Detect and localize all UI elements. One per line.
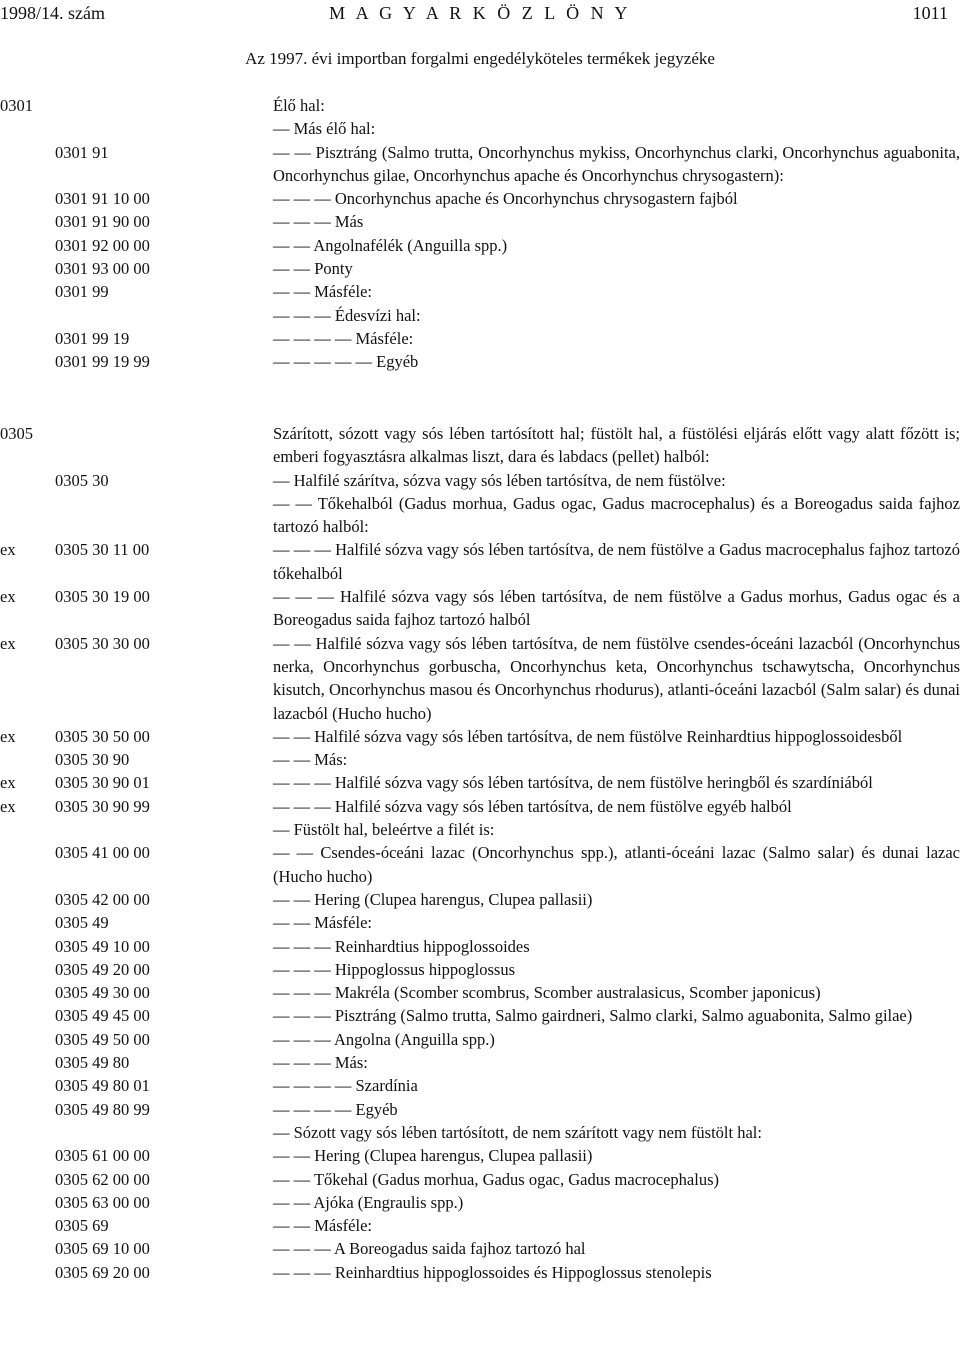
tariff-description [273,280,960,303]
tariff-code: 0305 61 00 00 [55,1146,150,1166]
level-dashes: — — — [273,540,336,560]
description-text: Más: [334,1053,368,1073]
tariff-description [273,1144,960,1167]
description-text: Ponty [314,259,353,279]
level-dashes: — [273,470,294,490]
level-dashes: — [273,1122,294,1142]
tariff-description [273,304,960,327]
tariff-code: 0305 49 80 01 [55,1076,150,1096]
description-text: Élő hal: [273,96,325,115]
tariff-code: 0305 30 90 01 [55,773,150,793]
description-text: Más [334,212,364,232]
tariff-description [273,1214,960,1237]
tariff-row [0,818,960,841]
tariff-row [0,841,960,888]
tariff-code: 0301 [0,96,33,115]
level-dashes: — — [273,142,316,162]
level-dashes: — — — [273,1006,335,1026]
tariff-description [273,1004,960,1027]
level-dashes: — — [273,889,315,909]
description-text: Pisztráng (Salmo trutta, Salmo gairdneri, Salmo clarki, Salmo aguabonita, Salmo gilae) [334,1006,913,1026]
tariff-row [0,1214,960,1237]
level-dashes: — — [273,750,315,770]
ex-marker: ex [0,773,16,793]
description-text: Halfilé sózva vagy sós lében tartósítva, de nem füstölve a Gadus macrocephalus fajhoz tartozó tőkehalból [273,540,960,583]
level-dashes: — — — [273,212,335,232]
level-dashes: — — [273,259,315,279]
tariff-row [0,117,960,140]
description-text: Füstölt hal, beleértve a filét is: [293,820,495,840]
level-dashes: — — — [273,983,335,1003]
tariff-description [273,141,960,188]
tariff-description [273,771,960,794]
tariff-row [0,234,960,257]
tariff-code: 0305 49 30 00 [55,983,150,1003]
description-text: Halfilé sózva vagy sós lében tartósítva, de nem füstölve a Gadus morhus, Gadus ogac és a Boreogadus saida fajhoz tartozó halból [273,587,960,630]
tariff-description [273,888,960,911]
issue-number: 1998/14. szám [0,3,105,23]
tariff-description [273,234,960,257]
description-text: Édesvízi hal: [334,305,421,325]
tariff-description [273,538,960,585]
tariff-code: 0301 93 00 00 [55,259,150,279]
tariff-row [0,187,960,210]
section-0305 [0,422,960,1284]
tariff-row [0,888,960,911]
tariff-code: 0305 63 00 00 [55,1192,150,1212]
tariff-row [0,350,960,373]
description-text: Másféle: [314,282,372,302]
level-dashes: — — — — — [273,352,377,372]
description-text: Halfilé szárítva, sózva vagy sós lében tartósítva, de nem füstölve: [293,470,726,490]
tariff-row [0,981,960,1004]
level-dashes: — — [273,1216,315,1236]
description-text: Makréla (Scomber scombrus, Scomber australasicus, Scomber japonicus) [334,983,821,1003]
level-dashes: — — — — [273,1099,356,1119]
tariff-code: 0305 30 50 00 [55,726,150,746]
tariff-description [273,117,960,140]
tariff-description [273,911,960,934]
description-text: Halfilé sózva vagy sós lében tartósítva, de nem füstölve heringből és szardíniából [334,773,873,793]
level-dashes: — — — [273,936,335,956]
tariff-code: 0305 49 [55,913,109,933]
tariff-row [0,141,960,188]
level-dashes: — — — [273,796,335,816]
tariff-description [273,1028,960,1051]
description-text: Hering (Clupea harengus, Clupea pallasii) [314,889,593,909]
tariff-row [0,1237,960,1260]
tariff-row [0,469,960,492]
tariff-code: 0305 69 20 00 [55,1262,150,1282]
tariff-row [0,935,960,958]
tariff-code: 0305 30 19 00 [55,587,150,607]
description-text: Más élő hal: [293,119,376,139]
level-dashes: — — [273,282,315,302]
tariff-code: 0305 [0,424,33,443]
level-dashes: — — — [273,959,335,979]
tariff-row [0,771,960,794]
tariff-description [273,350,960,373]
tariff-description [273,187,960,210]
tariff-code: 0305 42 00 00 [55,889,150,909]
tariff-row [0,1074,960,1097]
description-text: Másféle: [314,913,372,933]
description-text: Halfilé sózva vagy sós lében tartósítva, de nem füstölve egyéb halból [334,796,792,816]
level-dashes: — — — — [273,328,356,348]
tariff-description [273,935,960,958]
page-number: 1011 [912,3,948,23]
tariff-code: 0305 30 90 99 [55,796,150,816]
level-dashes: — — — [273,189,335,209]
tariff-row [0,795,960,818]
description-text: Más: [314,750,348,770]
level-dashes: — — [273,633,316,653]
tariff-row [0,1098,960,1121]
tariff-description [273,1168,960,1191]
description-text: Másféle: [314,1216,372,1236]
level-dashes: — — — [273,773,335,793]
level-dashes: — — [273,843,321,863]
level-dashes: — — [273,1146,315,1166]
level-dashes: — — [273,493,318,513]
description-text: Angolnafélék (Anguilla spp.) [313,235,508,255]
tariff-description [273,981,960,1004]
tariff-row [0,585,960,632]
level-dashes: — [273,820,294,840]
tariff-code: 0301 92 00 00 [55,235,150,255]
tariff-code: 0301 91 90 00 [55,212,150,232]
tariff-row [0,210,960,233]
tariff-code: 0305 49 80 99 [55,1099,150,1119]
description-text: Tőkehalból (Gadus morhua, Gadus ogac, Gadus macrocephalus) és a Boreogadus saida fajhoz tartozó halból: [273,493,960,537]
tariff-code: 0301 99 19 [55,328,130,348]
tariff-code: 0305 30 90 [55,750,130,770]
tariff-row [0,280,960,303]
tariff-row [0,1191,960,1214]
level-dashes: — — [273,726,315,746]
tariff-description [273,469,960,492]
section-0301 [0,94,960,374]
description-text: Csendes-óceáni lazac (Oncorhynchus spp.), atlanti-óceáni lazac (Salmo salar) és dunai lazac (Hucho hucho) [273,843,960,886]
tariff-code: 0305 30 11 00 [55,540,150,560]
tariff-row [0,725,960,748]
tariff-row [0,304,960,327]
description-text: Angolna (Anguilla spp.) [333,1029,495,1049]
tariff-code: 0301 91 [55,142,109,162]
description-text: Ajóka (Engraulis spp.) [313,1192,464,1212]
document-title: Az 1997. évi importban forgalmi engedélyköteles termékek jegyzéke [245,49,715,68]
level-dashes: — — — [273,305,335,325]
description-text: A Boreogadus saida fajhoz tartozó hal [333,1239,586,1259]
tariff-row [0,422,960,469]
level-dashes: — — — — [273,1076,356,1096]
ex-marker: ex [0,633,16,653]
tariff-description [273,492,960,539]
tariff-row [0,327,960,350]
description-text: Egyéb [355,1099,398,1119]
tariff-row [0,1168,960,1191]
tariff-description [273,958,960,981]
level-dashes: — — — [273,1239,334,1259]
level-dashes: — [273,119,294,139]
level-dashes: — — — [273,587,341,607]
tariff-description [273,210,960,233]
description-text: Halfilé sózva vagy sós lében tartósítva, de nem füstölve csendes-óceáni lazacból (Oncorhynchus nerka, Oncorhynchus gorbuscha, Oncorhynchus keta, Oncorhynchus tschawytscha, Oncorhynchus kisutch, Oncorhynchus masou és Oncorhynchus rhodurus), atlanti-óceáni lazacból (Salm salar) és dunai lazacból (Hucho hucho) [273,633,960,723]
tariff-code: 0305 49 45 00 [55,1006,150,1026]
journal-name: M A G Y A R K Ö Z L Ö N Y [329,3,631,23]
tariff-description [273,257,960,280]
level-dashes: — — — [273,1262,335,1282]
ex-marker: ex [0,540,16,560]
tariff-description [273,1261,960,1284]
level-dashes: — — [273,235,314,255]
tariff-row [0,492,960,539]
tariff-description [273,1098,960,1121]
description-text: Másféle: [355,328,414,348]
level-dashes: — — — [273,1029,334,1049]
level-dashes: — — [273,1192,314,1212]
description-text: Hering (Clupea harengus, Clupea pallasii) [314,1146,593,1166]
tariff-row [0,1004,960,1027]
tariff-description [273,1074,960,1097]
tariff-code: 0305 69 [55,1216,109,1236]
tariff-description [273,748,960,771]
tariff-row [0,1144,960,1167]
tariff-row [0,1121,960,1144]
tariff-code: 0301 91 10 00 [55,189,150,209]
tariff-description [273,1237,960,1260]
page-header [0,2,960,26]
tariff-row [0,748,960,771]
tariff-description [273,841,960,888]
description-text: Reinhardtius hippoglossoides és Hippoglossus stenolepis [334,1262,712,1282]
description-text: Tőkehal (Gadus morhua, Gadus ogac, Gadus macrocephalus) [313,1169,719,1189]
tariff-code: 0305 30 [55,470,109,490]
tariff-code: 0301 99 19 99 [55,352,150,372]
level-dashes: — — [273,1169,314,1189]
tariff-description [273,818,960,841]
tariff-code: 0305 62 00 00 [55,1169,150,1189]
tariff-code: 0301 99 [55,282,109,302]
tariff-row [0,911,960,934]
tariff-description [273,1121,960,1144]
tariff-row [0,257,960,280]
description-text: Reinhardtius hippoglossoides [334,936,530,956]
tariff-description [273,327,960,350]
level-dashes: — — [273,913,315,933]
tariff-row [0,538,960,585]
tariff-row [0,958,960,981]
tariff-row [0,632,960,725]
description-text: Halfilé sózva vagy sós lében tartósítva, de nem füstölve Reinhardtius hippoglossoidesből [314,726,903,746]
tariff-description [273,94,960,117]
description-text: Oncorhynchus apache és Oncorhynchus chrysogastern fajból [334,189,738,209]
description-text: Sózott vagy sós lében tartósított, de nem szárított vagy nem füstölt hal: [293,1122,762,1142]
description-text: Szárított, sózott vagy sós lében tartósított hal; füstölt hal, a füstölési eljárás előtt vagy alatt főzött is; emberi fogyasztásra alkalmas liszt, dara és labdacs (pellet) halból: [273,424,960,467]
tariff-code: 0305 49 20 00 [55,959,150,979]
ex-marker: ex [0,587,16,607]
tariff-description [273,422,960,469]
tariff-description [273,725,960,748]
tariff-row [0,94,960,117]
tariff-row [0,1261,960,1284]
tariff-code: 0305 49 10 00 [55,936,150,956]
description-text: Hippoglossus hippoglossus [334,959,516,979]
tariff-code: 0305 30 30 00 [55,633,150,653]
tariff-description [273,585,960,632]
tariff-code: 0305 41 00 00 [55,843,150,863]
tariff-row [0,1051,960,1074]
tariff-description [273,795,960,818]
level-dashes: — — — [273,1053,335,1073]
ex-marker: ex [0,726,16,746]
description-text: Pisztráng (Salmo trutta, Oncorhynchus mykiss, Oncorhynchus clarki, Oncorhynchus aguabonita, Oncorhynchus gilae, Oncorhynchus apache és Oncorhynchus chrysogastern): [273,142,960,185]
description-text: Szardínia [355,1076,418,1096]
tariff-code: 0305 49 50 00 [55,1029,150,1049]
tariff-description [273,632,960,725]
tariff-code: 0305 69 10 00 [55,1239,150,1259]
tariff-description [273,1051,960,1074]
ex-marker: ex [0,796,16,816]
tariff-row [0,1028,960,1051]
tariff-code: 0305 49 80 [55,1053,130,1073]
description-text: Egyéb [376,352,419,372]
tariff-description [273,1191,960,1214]
